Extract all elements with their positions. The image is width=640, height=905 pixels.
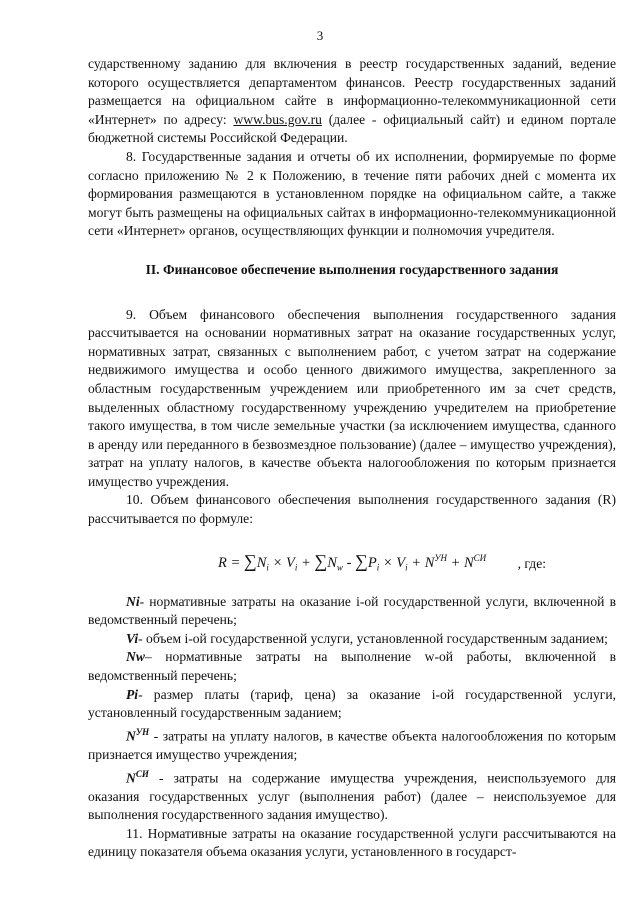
paragraph-11: 11. Нормативные затраты на оказание государственной услуги рассчитываются на единицу показателя объема оказания услуги, установленного в государст-: [88, 825, 616, 860]
document-body: [88, 55, 616, 862]
paragraph-8: 8. Государственные задания и отчеты об их исполнении, формируемые по форме согласно приложению № 2 к Положению, в течение пяти рабочих дней с момента их формирования размещаются в установленном порядке на официальном сайте, а также могут быть размещены на официальных сайтах в информационно-телекоммуникационной сети «Интернет» органов, осуществляющих функции и полномочия учредителя.: [88, 148, 616, 239]
bus-gov-link[interactable]: www.bus.gov.ru: [233, 111, 322, 127]
paragraph-9: 9. Объем финансового обеспечения выполнения государственного задания рассчитывается на основании нормативных затрат на оказание государственных услуг, нормативных затрат, связанных с выполнением работ, с учетом затрат на содержание недвижимого имущества и особо ценного движимого имущества, закрепленного за областным государственным учреждением или приобретенного им за счет средств, выделенных областному государственному учреждению учредителем на приобретение такого имущества, в том числе земельные участки (за исключением имущества, сданного в аренду или переданного в безвозмездное пользование) (далее – имущество учреждения), затрат на уплату налогов, в качестве объекта налогообложения по которым признается имущество учреждения.: [88, 306, 616, 489]
paragraph-10: 10. Объем финансового обеспечения выполнения государственного задания (R) рассчитывается по формуле:: [88, 492, 616, 527]
definition-item: Ni- нормативные затраты на оказание i-ой государственной услуги, включенной в ведомственный перечень;: [88, 593, 616, 628]
page-number: 3: [316, 28, 324, 43]
formula-tail: , где:: [517, 555, 546, 571]
paragraph-text: сударственному заданию для включения в реестр государственных заданий, ведение которого осуществляется департаментом финансов. Реестр государственных заданий размещается на официальном сайте в информационно-телекоммуникационной сети «Интернет» по адресу:: [88, 56, 616, 127]
paragraph-continued: [88, 55, 616, 148]
formula-expression: $R = \sum N_i \times V_i + \sum N_w - \sum P_i \times V_i + N^{УН} + N^{СИ}$: [218, 550, 487, 573]
section-heading: II. Финансовое обеспечение выполнения государственного задания: [145, 261, 559, 277]
definitions-list: [88, 593, 616, 825]
definition-item: Vi- объем i-ой государственной услуги, установленной государственным заданием;: [126, 630, 608, 646]
definition-item: $N^{СИ}$ - затраты на содержание имущества учреждения, неиспользуемого для оказания государственных услуг (выполнения работ) (далее – неиспользуемое для выполнения государственного задания имущество).: [88, 768, 616, 823]
formula: [88, 541, 616, 581]
definition-item: Pi- размер платы (тариф, цена) за оказание i-ой государственной услуги, установленный государственным заданием;: [88, 686, 616, 721]
definition-item: Nw– нормативные затраты на выполнение w-ой работы, включенной в ведомственный перечень;: [88, 649, 616, 684]
definition-item: $N^{УН}$ - затраты на уплату налогов, в качестве объекта налогообложения по которым признается имущество учреждения;: [88, 726, 616, 762]
paragraph-text-end: (далее - официальный сайт) и едином портале бюджетной системы Российской Федерации.: [88, 111, 616, 146]
